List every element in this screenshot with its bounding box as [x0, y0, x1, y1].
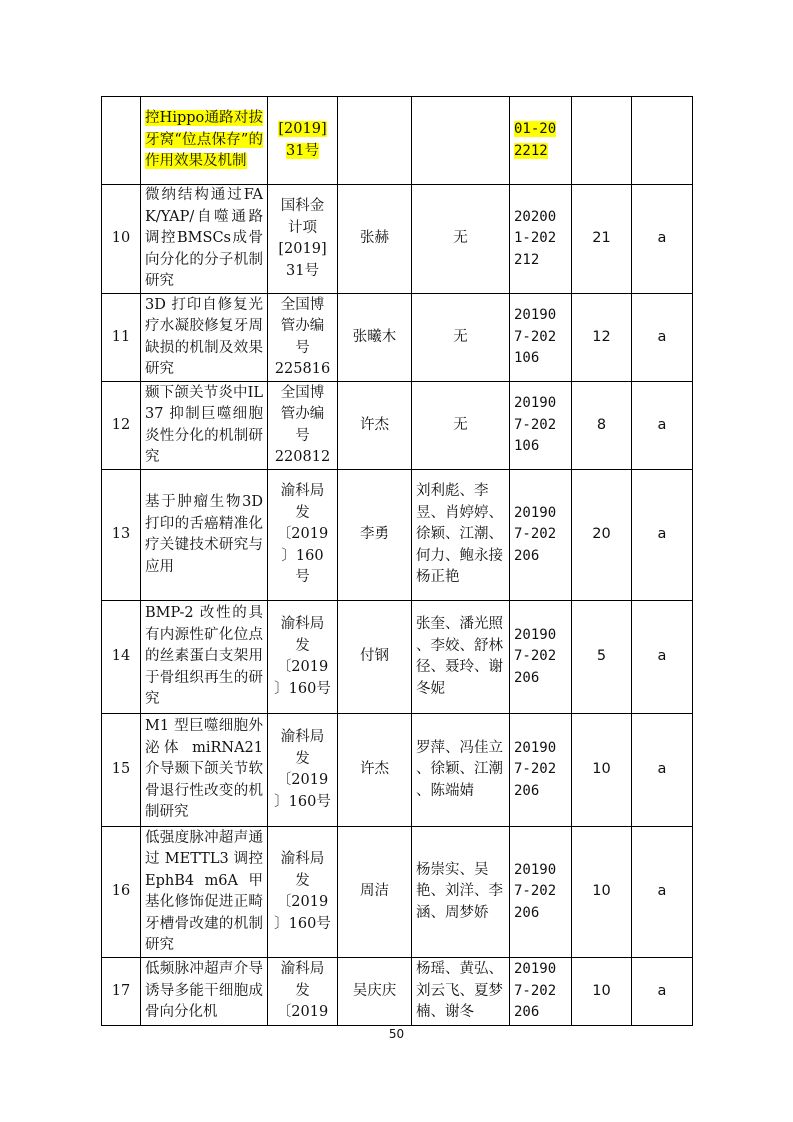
row-number: 16 — [102, 827, 141, 958]
project-title: 颞下颌关节炎中IL37 抑制巨噬细胞炎性分化的机制研究 — [141, 382, 268, 470]
project-leader: 李勇 — [338, 470, 412, 601]
row-number: 14 — [102, 601, 141, 714]
table-row — [102, 185, 693, 294]
project-members: 张奎、潘光照 、李姣、舒林径、聂玲、谢冬妮 — [412, 601, 510, 714]
project-members: 无 — [412, 382, 510, 470]
project-category — [632, 97, 693, 185]
table-row — [102, 382, 693, 470]
project-period: 20190 7-202 206 — [510, 714, 572, 827]
table-row — [102, 601, 693, 714]
project-category: a — [632, 958, 693, 1026]
project-leader: 周洁 — [338, 827, 412, 958]
project-table — [101, 96, 693, 1026]
row-number: 11 — [102, 294, 141, 382]
project-funds: 5 — [572, 601, 632, 714]
project-title: 3D 打印自修复光疗水凝胶修复牙周缺损的机制及效果研究 — [141, 294, 268, 382]
project-members: 杨瑶、黄弘、刘云飞、夏梦楠、谢冬 — [412, 958, 510, 1026]
project-funds: 10 — [572, 958, 632, 1026]
project-period: 20190 7-202 206 — [510, 470, 572, 601]
project-source — [268, 97, 338, 185]
project-members: 罗萍、冯佳立 、徐颖、江潮 、陈端婧 — [412, 714, 510, 827]
project-members: 无 — [412, 185, 510, 294]
row-number: 17 — [102, 958, 141, 1026]
table-row — [102, 827, 693, 958]
project-leader: 付钢 — [338, 601, 412, 714]
project-category: a — [632, 185, 693, 294]
project-title: 低频脉冲超声介导诱导多能干细胞成骨向分化机 — [141, 958, 268, 1026]
project-category: a — [632, 827, 693, 958]
project-title — [141, 97, 268, 185]
project-category: a — [632, 294, 693, 382]
row-number: 12 — [102, 382, 141, 470]
table-row — [102, 958, 693, 1026]
project-title: 低强度脉冲超声通过 METTL3 调控EphB4 m6A 甲基化修饰促进正畸牙槽骨改建的机制研究 — [141, 827, 268, 958]
project-source: 渝科局 发 〔2019 〕160 号 — [268, 470, 338, 601]
project-leader: 张赫 — [338, 185, 412, 294]
table-row — [102, 714, 693, 827]
project-funds — [572, 97, 632, 185]
project-leader: 张曦木 — [338, 294, 412, 382]
project-period: 20190 7-202 206 — [510, 958, 572, 1026]
project-members: 无 — [412, 294, 510, 382]
project-period: 20190 7-202 106 — [510, 294, 572, 382]
project-funds: 10 — [572, 827, 632, 958]
project-period: 20190 7-202 106 — [510, 382, 572, 470]
project-source: 渝科局 发 〔2019 — [268, 958, 338, 1026]
project-source: 渝科局 发 〔2019 〕160号 — [268, 827, 338, 958]
project-funds: 12 — [572, 294, 632, 382]
row-number — [102, 97, 141, 185]
project-category: a — [632, 382, 693, 470]
highlighted-text: [2019] 31号 — [278, 121, 327, 159]
project-period: 20190 7-202 206 — [510, 601, 572, 714]
project-period: 20190 7-202 206 — [510, 827, 572, 958]
project-leader: 许杰 — [338, 382, 412, 470]
page-number: 50 — [388, 1027, 405, 1041]
project-title: M1 型巨噬细胞外泌体 miRNA21介导颞下颌关节软骨退行性改变的机制研究 — [141, 714, 268, 827]
project-funds: 20 — [572, 470, 632, 601]
row-number: 10 — [102, 185, 141, 294]
project-leader: 许杰 — [338, 714, 412, 827]
project-source: 渝科局 发 〔2019 〕160号 — [268, 601, 338, 714]
project-period — [510, 97, 572, 185]
project-category: a — [632, 601, 693, 714]
table-row — [102, 97, 693, 185]
project-category: a — [632, 470, 693, 601]
highlighted-text: 控Hippo通路对拔牙窝“位点保存”的作用效果及机制 — [145, 110, 263, 170]
project-title: 微纳结构通过FAK/YAP/自噬通路调控BMSCs成骨向分化的分子机制研究 — [141, 185, 268, 294]
table-row — [102, 294, 693, 382]
project-title: BMP-2 改性的具有内源性矿化位点的丝素蛋白支架用于骨组织再生的研究 — [141, 601, 268, 714]
project-members — [412, 97, 510, 185]
project-source: 全国博 管办编 号 220812 — [268, 382, 338, 470]
project-members: 刘利彪、李昱、肖婷婷、徐颖、江潮、何力、鲍永接 杨正艳 — [412, 470, 510, 601]
project-funds: 10 — [572, 714, 632, 827]
table-row — [102, 470, 693, 601]
project-period: 20200 1-202 212 — [510, 185, 572, 294]
project-members: 杨崇实、吴艳、刘洋、李涵、周梦娇 — [412, 827, 510, 958]
row-number: 13 — [102, 470, 141, 601]
project-funds: 8 — [572, 382, 632, 470]
project-source: 渝科局 发 〔2019 〕160号 — [268, 714, 338, 827]
highlighted-text: 01-20 2212 — [514, 121, 557, 159]
project-source: 国科金 计项 [2019] 31号 — [268, 185, 338, 294]
project-category: a — [632, 714, 693, 827]
project-source: 全国博 管办编 号 225816 — [268, 294, 338, 382]
project-funds: 21 — [572, 185, 632, 294]
project-leader: 吴庆庆 — [338, 958, 412, 1026]
project-leader — [338, 97, 412, 185]
row-number: 15 — [102, 714, 141, 827]
project-title: 基于肿瘤生物3D 打印的舌癌精准化疗关键技术研究与应用 — [141, 470, 268, 601]
